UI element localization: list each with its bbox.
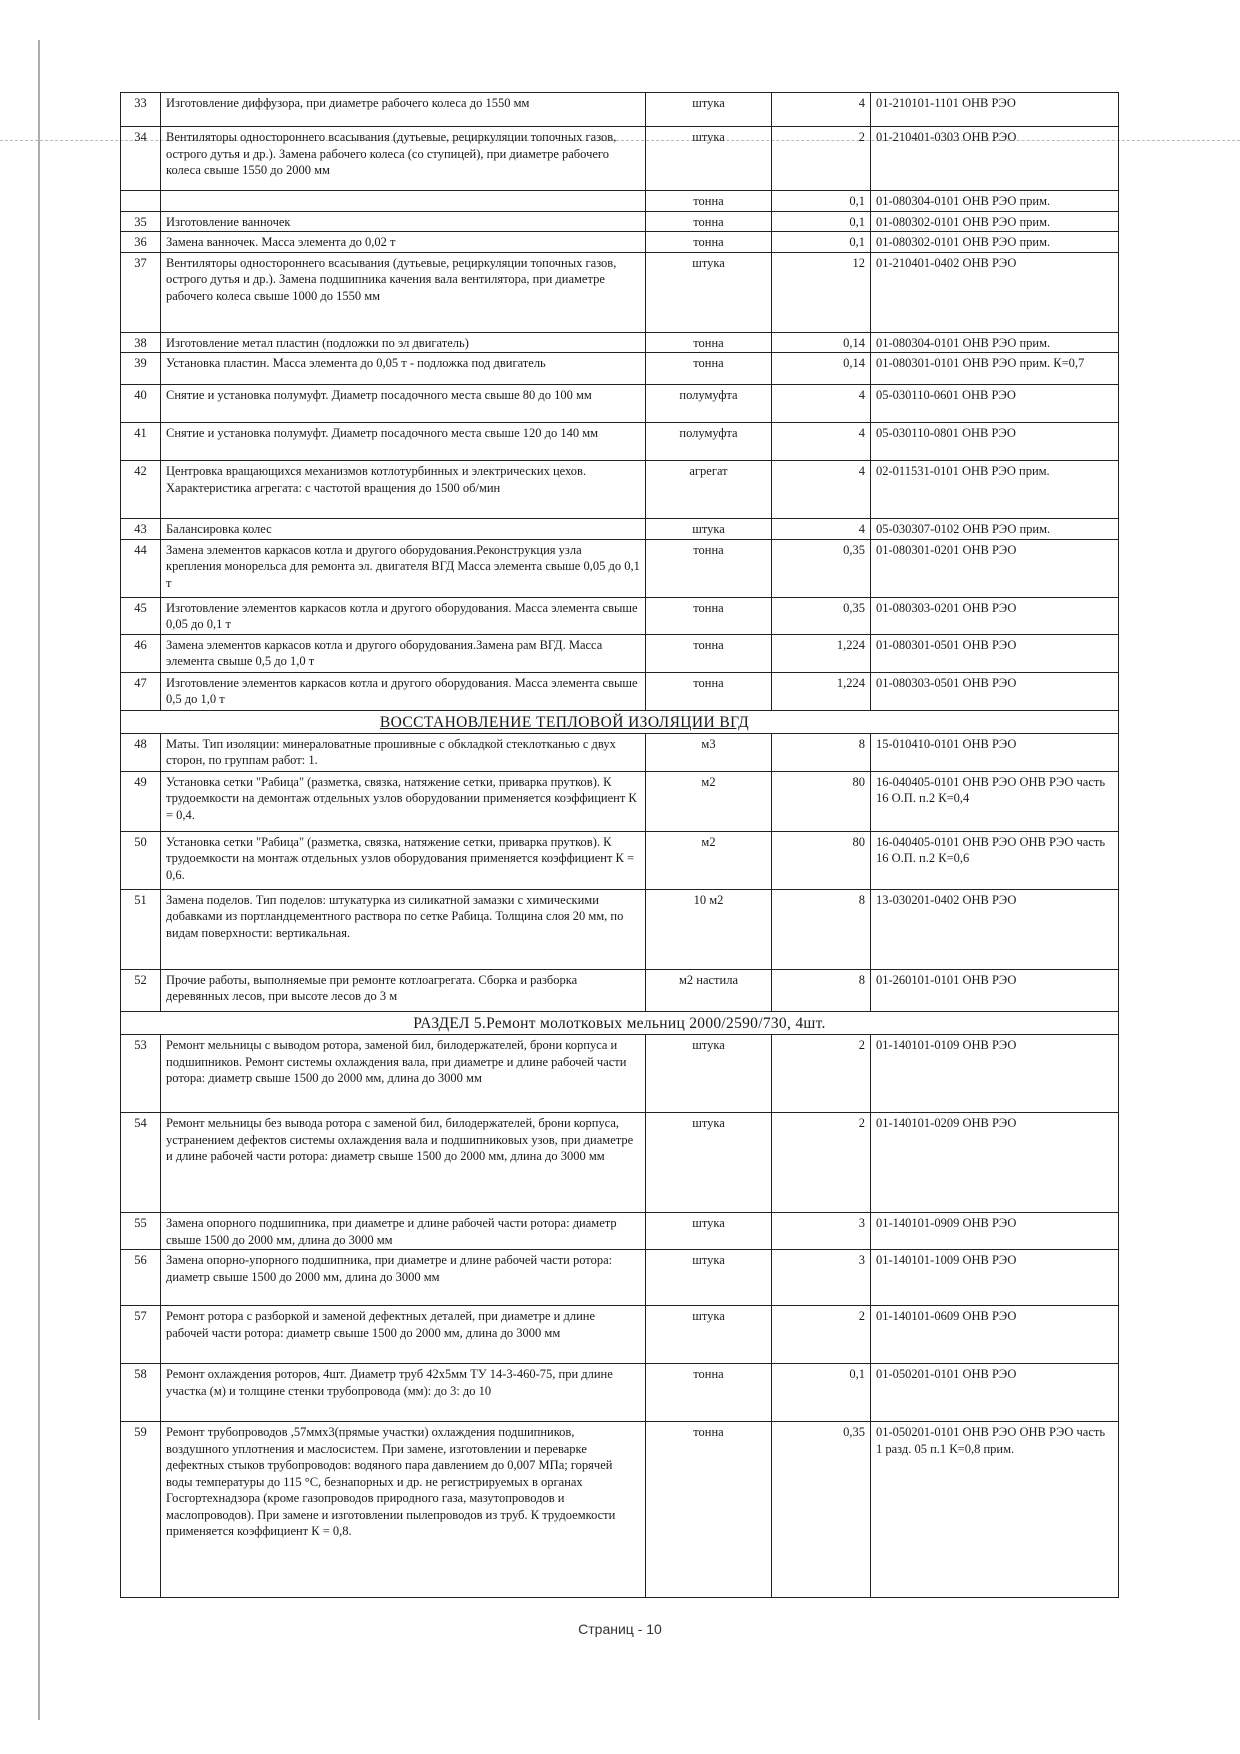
norm-code-cell: 16-040405-0101 ОНВ РЭО ОНВ РЭО часть 16 О.П. п.2 К=0,4 (871, 771, 1119, 831)
quantity-cell: 8 (772, 889, 871, 969)
norm-code-cell: 01-080301-0501 ОНВ РЭО (871, 634, 1119, 672)
row-number-cell: 33 (121, 93, 161, 127)
unit-of-measure-cell: штука (646, 1035, 772, 1113)
unit-of-measure-cell: агрегат (646, 461, 772, 519)
table-row (121, 634, 1119, 672)
unit-of-measure-cell: тонна (646, 672, 772, 710)
unit-of-measure-cell: тонна (646, 539, 772, 597)
work-name-cell: Центровка вращающихся механизмов котлотурбинных и электрических цехов. Характеристика агрегата: с частотой вращения до 1500 об/мин (161, 461, 646, 519)
row-number-cell: 52 (121, 969, 161, 1011)
quantity-cell: 2 (772, 1035, 871, 1113)
work-name-cell: Установка сетки "Рабица" (разметка, связка, натяжение сетки, приварка прутков). К трудоемкости на монтаж отдельных узлов оборудования применяется коэффициент К = 0,6. (161, 831, 646, 889)
table-row (121, 93, 1119, 127)
work-name-cell: Вентиляторы одностороннего всасывания (дутьевые, рециркуляции топочных газов, острого дутья и др.). Замена рабочего колеса (со ступицей), при диаметре рабочего колеса свыше 1550 до 2000 мм (161, 127, 646, 191)
norm-code-cell: 01-140101-0109 ОНВ РЭО (871, 1035, 1119, 1113)
row-number-cell: 55 (121, 1213, 161, 1250)
quantity-cell: 4 (772, 385, 871, 423)
table-row (121, 191, 1119, 212)
table-row (121, 332, 1119, 353)
table-row (121, 1113, 1119, 1213)
norm-code-cell: 01-080303-0501 ОНВ РЭО (871, 672, 1119, 710)
quantity-cell: 0,35 (772, 1422, 871, 1598)
norm-code-cell: 01-260101-0101 ОНВ РЭО (871, 969, 1119, 1011)
norm-code-cell: 01-210101-1101 ОНВ РЭО (871, 93, 1119, 127)
unit-of-measure-cell: тонна (646, 191, 772, 212)
row-number-cell: 51 (121, 889, 161, 969)
quantity-cell: 2 (772, 127, 871, 191)
unit-of-measure-cell: тонна (646, 332, 772, 353)
quantity-cell: 4 (772, 519, 871, 540)
table-row (121, 461, 1119, 519)
quantity-cell: 4 (772, 93, 871, 127)
row-number-cell: 44 (121, 539, 161, 597)
norm-code-cell: 01-050201-0101 ОНВ РЭО (871, 1364, 1119, 1422)
row-number-cell: 59 (121, 1422, 161, 1598)
unit-of-measure-cell: штука (646, 93, 772, 127)
work-name-cell: Замена элементов каркасов котла и другого оборудования.Замена рам ВГД. Масса элемента свыше 0,5 до 1,0 т (161, 634, 646, 672)
table-row (121, 889, 1119, 969)
table-row (121, 672, 1119, 710)
section-heading-row (121, 1011, 1119, 1034)
unit-of-measure-cell: тонна (646, 232, 772, 253)
unit-of-measure-cell: тонна (646, 1364, 772, 1422)
quantity-cell: 4 (772, 461, 871, 519)
norm-code-cell: 01-140101-1009 ОНВ РЭО (871, 1250, 1119, 1306)
table-row (121, 353, 1119, 385)
unit-of-measure-cell: тонна (646, 353, 772, 385)
unit-of-measure-cell: м2 (646, 771, 772, 831)
quantity-cell: 0,1 (772, 191, 871, 212)
quantity-cell: 0,1 (772, 232, 871, 253)
norm-code-cell: 01-080304-0101 ОНВ РЭО прим. (871, 191, 1119, 212)
row-number-cell: 39 (121, 353, 161, 385)
work-name-cell: Прочие работы, выполняемые при ремонте котлоагрегата. Сборка и разборка деревянных лесов, при высоте лесов до 3 м (161, 969, 646, 1011)
row-number-cell: 53 (121, 1035, 161, 1113)
table-row (121, 539, 1119, 597)
row-number-cell: 40 (121, 385, 161, 423)
norm-code-cell: 01-080303-0201 ОНВ РЭО (871, 597, 1119, 634)
table-row (121, 1213, 1119, 1250)
section-heading-group-1 (121, 710, 1119, 733)
quantity-cell: 80 (772, 831, 871, 889)
row-number-cell: 54 (121, 1113, 161, 1213)
work-name-cell: Ремонт трубопроводов ,57ммх3(прямые участки) охлаждения подшипников, воздушного уплотнения и маслосистем. При замене, изготовлении и переварке дефектных стыков трубопроводов: водяного пара давлением до 0,007 МПа; горячей воды температуры до 115 °С, безнапорных и др. не регистрируемых в органах Госгортехнадзора (кроме газопроводов природного газа, мазутопроводов и маслопроводов). При замене и изготовлении пылепроводов из труб. К трудоемкости применяется коэффициент К = 0,8. (161, 1422, 646, 1598)
work-name-cell: Маты. Тип изоляции: минераловатные прошивные с обкладкой стеклотканью с двух сторон, по группам работ: 1. (161, 733, 646, 771)
work-name-cell: Изготовление ванночек (161, 211, 646, 232)
section-heading-cell (121, 710, 1119, 733)
norm-code-cell: 01-210401-0303 ОНВ РЭО (871, 127, 1119, 191)
unit-of-measure-cell: тонна (646, 597, 772, 634)
work-name-cell: Замена поделов. Тип поделов: штукатурка из силикатной замазки с химическими добавками из портландцементного раствора по сетке Рабица. Толщина слоя 20 мм, по видам поверхности: вертикальная. (161, 889, 646, 969)
quantity-cell: 1,224 (772, 634, 871, 672)
page-footer: Страниц - 10 (578, 1621, 662, 1637)
work-name-cell: Замена ванночек. Масса элемента до 0,02 т (161, 232, 646, 253)
unit-of-measure-cell: тонна (646, 211, 772, 232)
work-name-cell: Ремонт мельницы без вывода ротора с заменой бил, билодержателей, брони корпуса, устранением дефектов системы охлаждения вала и подшипниковых узов, при диаметре и длине рабочей части ротора: диаметр свыше 1500 до 2000 мм, длина до 3000 мм (161, 1113, 646, 1213)
table-row (121, 969, 1119, 1011)
table-row (121, 1035, 1119, 1113)
quantity-cell: 1,224 (772, 672, 871, 710)
row-number-cell: 49 (121, 771, 161, 831)
unit-of-measure-cell: штука (646, 252, 772, 332)
row-number-cell: 46 (121, 634, 161, 672)
section-heading-insulation: ВОССТАНОВЛЕНИЕ ТЕПЛОВОЙ ИЗОЛЯЦИИ ВГД (379, 713, 750, 731)
row-number-cell: 56 (121, 1250, 161, 1306)
quantity-cell: 0,1 (772, 1364, 871, 1422)
table-row (121, 597, 1119, 634)
section-heading-mills: РАЗДЕЛ 5.Ремонт молотковых мельниц 2000/2590/730, 4шт. (413, 1014, 826, 1032)
section-heading-cell (121, 1011, 1119, 1034)
unit-of-measure-cell: 10 м2 (646, 889, 772, 969)
row-number-cell: 45 (121, 597, 161, 634)
table-row (121, 385, 1119, 423)
unit-of-measure-cell: тонна (646, 634, 772, 672)
quantity-cell: 0,14 (772, 332, 871, 353)
unit-of-measure-cell: м2 (646, 831, 772, 889)
norm-code-cell: 05-030307-0102 ОНВ РЭО прим. (871, 519, 1119, 540)
work-name-cell: Вентиляторы одностороннего всасывания (дутьевые, рециркуляции топочных газов, острого дутья и др.). Замена подшипника качения вала вентилятора, при диаметре рабочего колеса свыше 1000 до 1550 мм (161, 252, 646, 332)
quantity-cell: 0,14 (772, 353, 871, 385)
table-row (121, 1306, 1119, 1364)
work-name-cell: Балансировка колес (161, 519, 646, 540)
unit-of-measure-cell: штука (646, 1113, 772, 1213)
row-number-cell: 34 (121, 127, 161, 191)
unit-of-measure-cell: м3 (646, 733, 772, 771)
norm-code-cell: 01-080301-0201 ОНВ РЭО (871, 539, 1119, 597)
norm-code-cell: 05-030110-0801 ОНВ РЭО (871, 423, 1119, 461)
table-row (121, 211, 1119, 232)
row-number-cell: 58 (121, 1364, 161, 1422)
norm-code-cell: 15-010410-0101 ОНВ РЭО (871, 733, 1119, 771)
norm-code-cell: 01-080302-0101 ОНВ РЭО прим. (871, 211, 1119, 232)
quantity-cell: 80 (772, 771, 871, 831)
row-number-cell (121, 191, 161, 212)
row-number-cell: 48 (121, 733, 161, 771)
unit-of-measure-cell: полумуфта (646, 423, 772, 461)
estimate-rows-group-a (121, 93, 1119, 711)
table-row (121, 831, 1119, 889)
row-number-cell: 41 (121, 423, 161, 461)
row-number-cell: 35 (121, 211, 161, 232)
row-number-cell: 57 (121, 1306, 161, 1364)
quantity-cell: 8 (772, 969, 871, 1011)
unit-of-measure-cell: тонна (646, 1422, 772, 1598)
norm-code-cell: 01-140101-0909 ОНВ РЭО (871, 1213, 1119, 1250)
work-name-cell: Изготовление элементов каркасов котла и другого оборудования. Масса элемента свыше 0,05 до 0,1 т (161, 597, 646, 634)
unit-of-measure-cell: штука (646, 519, 772, 540)
norm-code-cell: 01-080302-0101 ОНВ РЭО прим. (871, 232, 1119, 253)
work-name-cell: Замена опорно-упорного подшипника, при диаметре и длине рабочей части ротора: диаметр свыше 1500 до 2000 мм, длина до 3000 мм (161, 1250, 646, 1306)
row-number-cell: 37 (121, 252, 161, 332)
quantity-cell: 0,35 (772, 597, 871, 634)
section-heading-group-2 (121, 1011, 1119, 1034)
work-name-cell: Ремонт охлаждения роторов, 4шт. Диаметр труб 42х5мм ТУ 14-3-460-75, при длине участка (м) и толщине стенки трубопровода (мм): до 3: до 10 (161, 1364, 646, 1422)
estimate-rows-group-b (121, 733, 1119, 1011)
work-name-cell: Изготовление элементов каркасов котла и другого оборудования. Масса элемента свыше 0,5 до 1,0 т (161, 672, 646, 710)
table-row (121, 1250, 1119, 1306)
work-name-cell: Замена элементов каркасов котла и другого оборудования.Реконструкция узла крепления монорельса для ремонта эл. двигателя ВГД Масса элемента свыше 0,05 до 0,1 т (161, 539, 646, 597)
unit-of-measure-cell: штука (646, 1213, 772, 1250)
row-number-cell: 50 (121, 831, 161, 889)
table-row (121, 232, 1119, 253)
norm-code-cell: 01-080304-0101 ОНВ РЭО прим. (871, 332, 1119, 353)
norm-code-cell: 01-050201-0101 ОНВ РЭО ОНВ РЭО часть 1 разд. 05 п.1 К=0,8 прим. (871, 1422, 1119, 1598)
quantity-cell: 3 (772, 1250, 871, 1306)
work-name-cell: Установка пластин. Масса элемента до 0,05 т - подложка под двигатель (161, 353, 646, 385)
scan-edge-shadow (38, 40, 40, 1720)
norm-code-cell: 01-210401-0402 ОНВ РЭО (871, 252, 1119, 332)
estimate-rows-group-c (121, 1035, 1119, 1598)
norm-code-cell: 01-140101-0609 ОНВ РЭО (871, 1306, 1119, 1364)
unit-of-measure-cell: штука (646, 1306, 772, 1364)
unit-of-measure-cell: штука (646, 1250, 772, 1306)
unit-of-measure-cell: штука (646, 127, 772, 191)
quantity-cell: 8 (772, 733, 871, 771)
quantity-cell: 0,35 (772, 539, 871, 597)
work-name-cell: Изготовление метал пластин (подложки по эл двигатель) (161, 332, 646, 353)
table-row (121, 252, 1119, 332)
work-name-cell: Снятие и установка полумуфт. Диаметр посадочного места свыше 80 до 100 мм (161, 385, 646, 423)
norm-code-cell: 01-080301-0101 ОНВ РЭО прим. К=0,7 (871, 353, 1119, 385)
norm-code-cell: 05-030110-0601 ОНВ РЭО (871, 385, 1119, 423)
work-name-cell: Установка сетки "Рабица" (разметка, связка, натяжение сетки, приварка прутков). К трудоемкости на демонтаж отдельных узлов оборудовании применяется коэффициент К = 0,4. (161, 771, 646, 831)
row-number-cell: 43 (121, 519, 161, 540)
table-row (121, 1364, 1119, 1422)
quantity-cell: 12 (772, 252, 871, 332)
unit-of-measure-cell: м2 настила (646, 969, 772, 1011)
unit-of-measure-cell: полумуфта (646, 385, 772, 423)
norm-code-cell: 16-040405-0101 ОНВ РЭО ОНВ РЭО часть 16 О.П. п.2 К=0,6 (871, 831, 1119, 889)
section-heading-row (121, 710, 1119, 733)
table-row (121, 519, 1119, 540)
work-name-cell: Изготовление диффузора, при диаметре рабочего колеса до 1550 мм (161, 93, 646, 127)
table-row (121, 771, 1119, 831)
table-row (121, 1422, 1119, 1598)
work-name-cell: Ремонт мельницы с выводом ротора, заменой бил, билодержателей, брони корпуса и подшипников. Ремонт системы охлаждения вала, при диаметре и длине рабочей части ротора: диаметр свыше 1500 до 2000 мм, длина до 3000 мм (161, 1035, 646, 1113)
table-row (121, 127, 1119, 191)
quantity-cell: 4 (772, 423, 871, 461)
row-number-cell: 47 (121, 672, 161, 710)
quantity-cell: 3 (772, 1213, 871, 1250)
work-name-cell (161, 191, 646, 212)
quantity-cell: 2 (772, 1113, 871, 1213)
row-number-cell: 36 (121, 232, 161, 253)
table-row (121, 423, 1119, 461)
work-name-cell: Ремонт ротора с разборкой и заменой дефектных деталей, при диаметре и длине рабочей части ротора: диаметр свыше 1500 до 2000 мм, длина до 3000 мм (161, 1306, 646, 1364)
work-name-cell: Замена опорного подшипника, при диаметре и длине рабочей части ротора: диаметр свыше 1500 до 2000 мм, длина до 3000 мм (161, 1213, 646, 1250)
table-row (121, 733, 1119, 771)
quantity-cell: 0,1 (772, 211, 871, 232)
norm-code-cell: 02-011531-0101 ОНВ РЭО прим. (871, 461, 1119, 519)
work-name-cell: Снятие и установка полумуфт. Диаметр посадочного места свыше 120 до 140 мм (161, 423, 646, 461)
estimate-table (120, 92, 1119, 1598)
quantity-cell: 2 (772, 1306, 871, 1364)
norm-code-cell: 01-140101-0209 ОНВ РЭО (871, 1113, 1119, 1213)
row-number-cell: 42 (121, 461, 161, 519)
norm-code-cell: 13-030201-0402 ОНВ РЭО (871, 889, 1119, 969)
row-number-cell: 38 (121, 332, 161, 353)
